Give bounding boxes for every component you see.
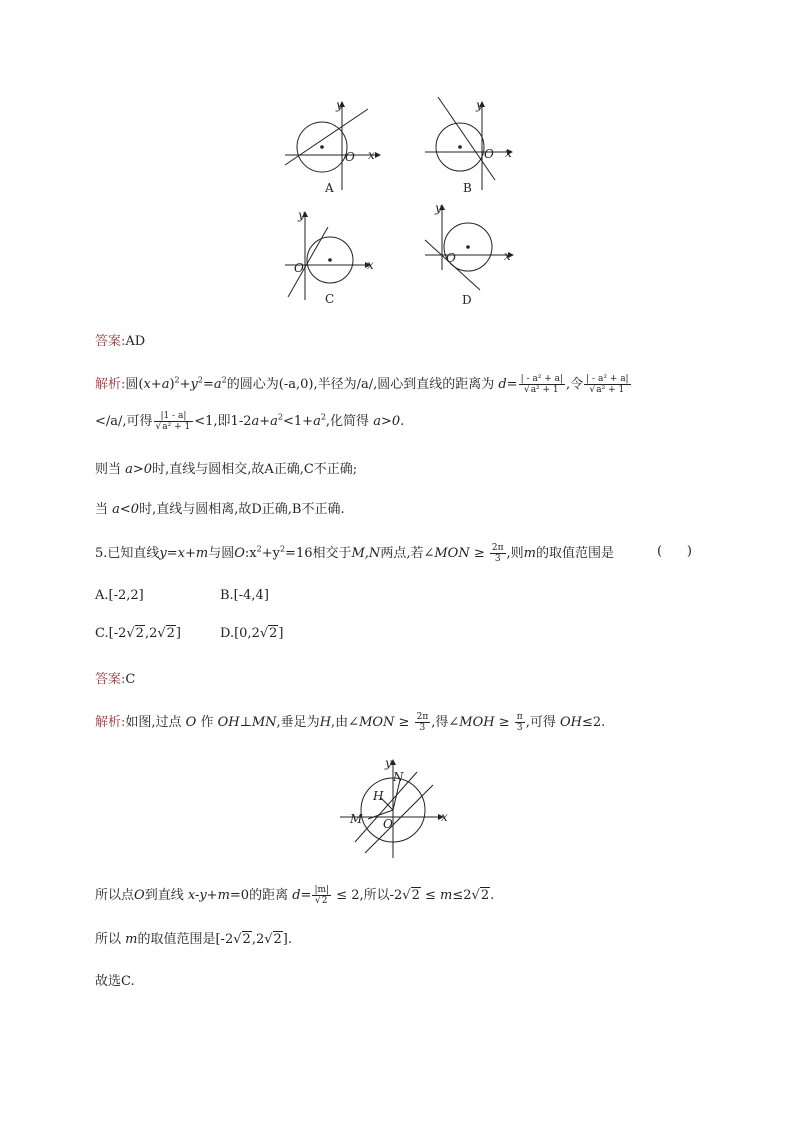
q5-fig-h: H	[373, 789, 384, 803]
text: ,得∠	[431, 715, 460, 730]
text: ,则	[506, 546, 524, 561]
text: 则当	[95, 462, 122, 477]
fraction: $\frac{\text{| - a² + a|}}{\text{√a² + 1}}$	[586, 374, 629, 395]
text: ,垂足为	[276, 715, 320, 730]
text: 到直线	[144, 888, 184, 903]
fig-c-o: O	[294, 261, 304, 275]
fig-c-x: x	[367, 258, 374, 272]
fig-a-y: y	[336, 98, 343, 112]
fraction: $\frac{\text{| - a² + a|}}{\text{√a² + 1}}$	[520, 374, 564, 395]
fig-b-o: O	[484, 147, 494, 161]
text: ]	[278, 626, 284, 641]
text: C.[-2	[95, 626, 127, 641]
text: 时,直线与圆相交,故A正确,C不正确;	[152, 462, 358, 477]
q5-answer-line	[95, 668, 135, 687]
text: a>0	[125, 462, 153, 477]
text: 2	[480, 888, 490, 903]
text: x-y+m	[187, 888, 230, 903]
text: ≥	[498, 715, 510, 730]
fraction: $\frac{2\pi}{3}$	[416, 712, 429, 733]
fig-d-x: x	[504, 249, 511, 263]
text: MOH	[459, 715, 495, 730]
text: </a/,可得	[95, 414, 153, 429]
text: ,由∠	[331, 715, 360, 730]
fraction: $\frac{\pi}{3}$	[516, 712, 523, 733]
fig-b-x: x	[505, 146, 512, 160]
fig-c-y: y	[298, 208, 305, 222]
text: 的取值范围是[-2	[137, 932, 234, 947]
text: 2	[273, 932, 282, 947]
text: 圆(	[125, 377, 144, 392]
text: +y	[261, 546, 280, 561]
figure-a	[280, 95, 390, 195]
text: +	[179, 377, 191, 392]
text: a>0.	[373, 414, 405, 429]
text: ≤2	[452, 888, 472, 903]
text: m	[523, 546, 536, 561]
text: MON	[359, 715, 395, 730]
fraction: $\frac{|m|}{√2}$	[314, 885, 330, 906]
text: ]	[175, 626, 181, 641]
text: O	[185, 715, 197, 730]
figure-c	[280, 205, 390, 310]
fig-a-label: A	[325, 181, 334, 195]
text: 所以点	[95, 888, 135, 903]
q5-paren: ( )	[657, 544, 692, 559]
text: a<0	[112, 502, 140, 517]
text: ≤	[420, 888, 441, 903]
fig-d-y: y	[435, 201, 442, 215]
q5-fig-o: O	[383, 817, 393, 831]
q5-option-c: C.[-2√2,2√2]	[95, 626, 181, 641]
fig-b-label: B	[463, 181, 472, 195]
q4-analysis-line2: </a/,可得 $\frac{|1 - a|}{\text{√a² + 1}}$ <1,即$1-2a+a^2<1+a^2$,化简得 a>0.	[95, 411, 405, 432]
q4-answer-line	[95, 330, 145, 349]
text: d=	[292, 888, 312, 903]
q5-fig-y: y	[385, 756, 392, 770]
text: ,2	[251, 932, 265, 947]
text: 2	[242, 932, 251, 947]
text: ,2	[144, 626, 158, 641]
q5-fig-m: M	[350, 812, 363, 826]
fig-a-o: O	[345, 150, 355, 164]
text: OH	[559, 715, 582, 730]
text: a	[313, 414, 321, 429]
text: 5.已知直线	[95, 546, 160, 561]
q4-analysis-line3	[95, 458, 357, 477]
fraction: $\frac{|1 - a|}{\text{√a² + 1}}$	[154, 411, 194, 432]
text: m	[125, 932, 138, 947]
text: )	[169, 377, 175, 392]
text: 2	[166, 626, 175, 641]
text: D.[0,2	[220, 626, 260, 641]
text: ≥	[473, 546, 485, 561]
text: O	[234, 546, 245, 561]
q5-analysis-line2: 所以点O到直线 x-y+m=0的距离 d= $\frac{|m|}{√2}$ ≤ 2,所以-2√2 ≤ m≤2√2.	[95, 885, 495, 906]
text: <1,即1-2	[194, 414, 252, 429]
text: ≥	[398, 715, 410, 730]
figure-d	[420, 200, 530, 310]
text: 如图,过点	[125, 715, 182, 730]
text: 2	[135, 626, 144, 641]
text: M,N	[351, 546, 381, 561]
q5-option-d: D.[0,2√2]	[220, 626, 284, 641]
q4-analysis-line1: 解析:圆$(x+a)^2+y^2=a^2$的圆心为(-a,0),半径为/a/,圆心到直线的距离为 d= $\frac{\text{| - a² + a|}}{\text{√a² + 1}}$ ,令 $\frac{\text{| - a² + a|}}{\text{√a² + 1}}$	[95, 374, 629, 395]
analysis-label: 解析:	[95, 377, 126, 392]
fig-b-y: y	[476, 98, 483, 112]
text: 所以	[95, 932, 122, 947]
fraction: $\frac{2\pi}{3}$	[491, 543, 504, 564]
text: 的圆心为(-a,0),半径为/a/,圆心到直线的距离为	[226, 377, 495, 392]
text: MON	[434, 546, 470, 561]
answer-value: C	[125, 672, 136, 687]
text: d=	[498, 377, 518, 392]
text: =16相交于	[285, 546, 352, 561]
text: y=x+m	[159, 546, 209, 561]
text: a+a	[251, 414, 278, 429]
q5-stem: 5.已知直线y=x+m与圆$O:x^2+y^2=16$相交于M,N两点,若∠MON ≥ $\frac{2\pi}{3}$ ,则m的取值范围是	[95, 543, 615, 564]
q5-conclusion: 故选C.	[95, 974, 135, 989]
text: <1+	[283, 414, 314, 429]
text: =0的距离	[229, 888, 289, 903]
text: ,令	[566, 377, 584, 392]
text: ≤ 2,所以-2	[336, 888, 403, 903]
text: 的取值范围是	[536, 546, 615, 561]
q5-option-b: B.[-4,4]	[220, 588, 269, 603]
text: 2	[269, 626, 278, 641]
text: O	[134, 888, 145, 903]
text: OH⊥MN	[217, 715, 277, 730]
text: .	[490, 888, 495, 903]
text: 两点,若∠	[380, 546, 435, 561]
text: 2	[411, 888, 420, 903]
fig-a-x: x	[368, 148, 375, 162]
q5-option-a: A.[-2,2]	[95, 588, 144, 603]
fig-d-o: O	[446, 251, 456, 265]
analysis-label: 解析:	[95, 715, 126, 730]
fig-c-label: C	[325, 292, 335, 306]
text: ].	[282, 932, 293, 947]
q5-analysis-line3: 所以 m的取值范围是[-2√2,2√2].	[95, 932, 293, 947]
text: m	[440, 888, 453, 903]
text: 与圆	[208, 546, 235, 561]
text: 作	[200, 715, 214, 730]
q5-fig-n: N	[393, 770, 404, 784]
text: ≤2.	[581, 715, 606, 730]
text: :x	[244, 546, 257, 561]
q5-analysis-line1	[95, 711, 605, 733]
text: =	[202, 377, 214, 392]
figure-b	[420, 95, 530, 195]
text: y	[190, 377, 198, 392]
text: ,化简得	[325, 414, 370, 429]
answer-value: AD	[125, 334, 146, 349]
text: 时,直线与圆相离,故D正确,B不正确.	[139, 502, 345, 517]
text: a	[213, 377, 222, 392]
text: ,可得	[525, 715, 556, 730]
answer-label: 答案:	[95, 334, 126, 349]
text: H	[319, 715, 332, 730]
fig-d-label: D	[462, 293, 472, 307]
q4-analysis-line4	[95, 498, 345, 517]
q5-figure	[335, 755, 460, 865]
text: 当	[95, 502, 109, 517]
answer-label: 答案:	[95, 672, 126, 687]
q5-fig-x: x	[441, 810, 448, 824]
text: x+a	[143, 377, 170, 392]
